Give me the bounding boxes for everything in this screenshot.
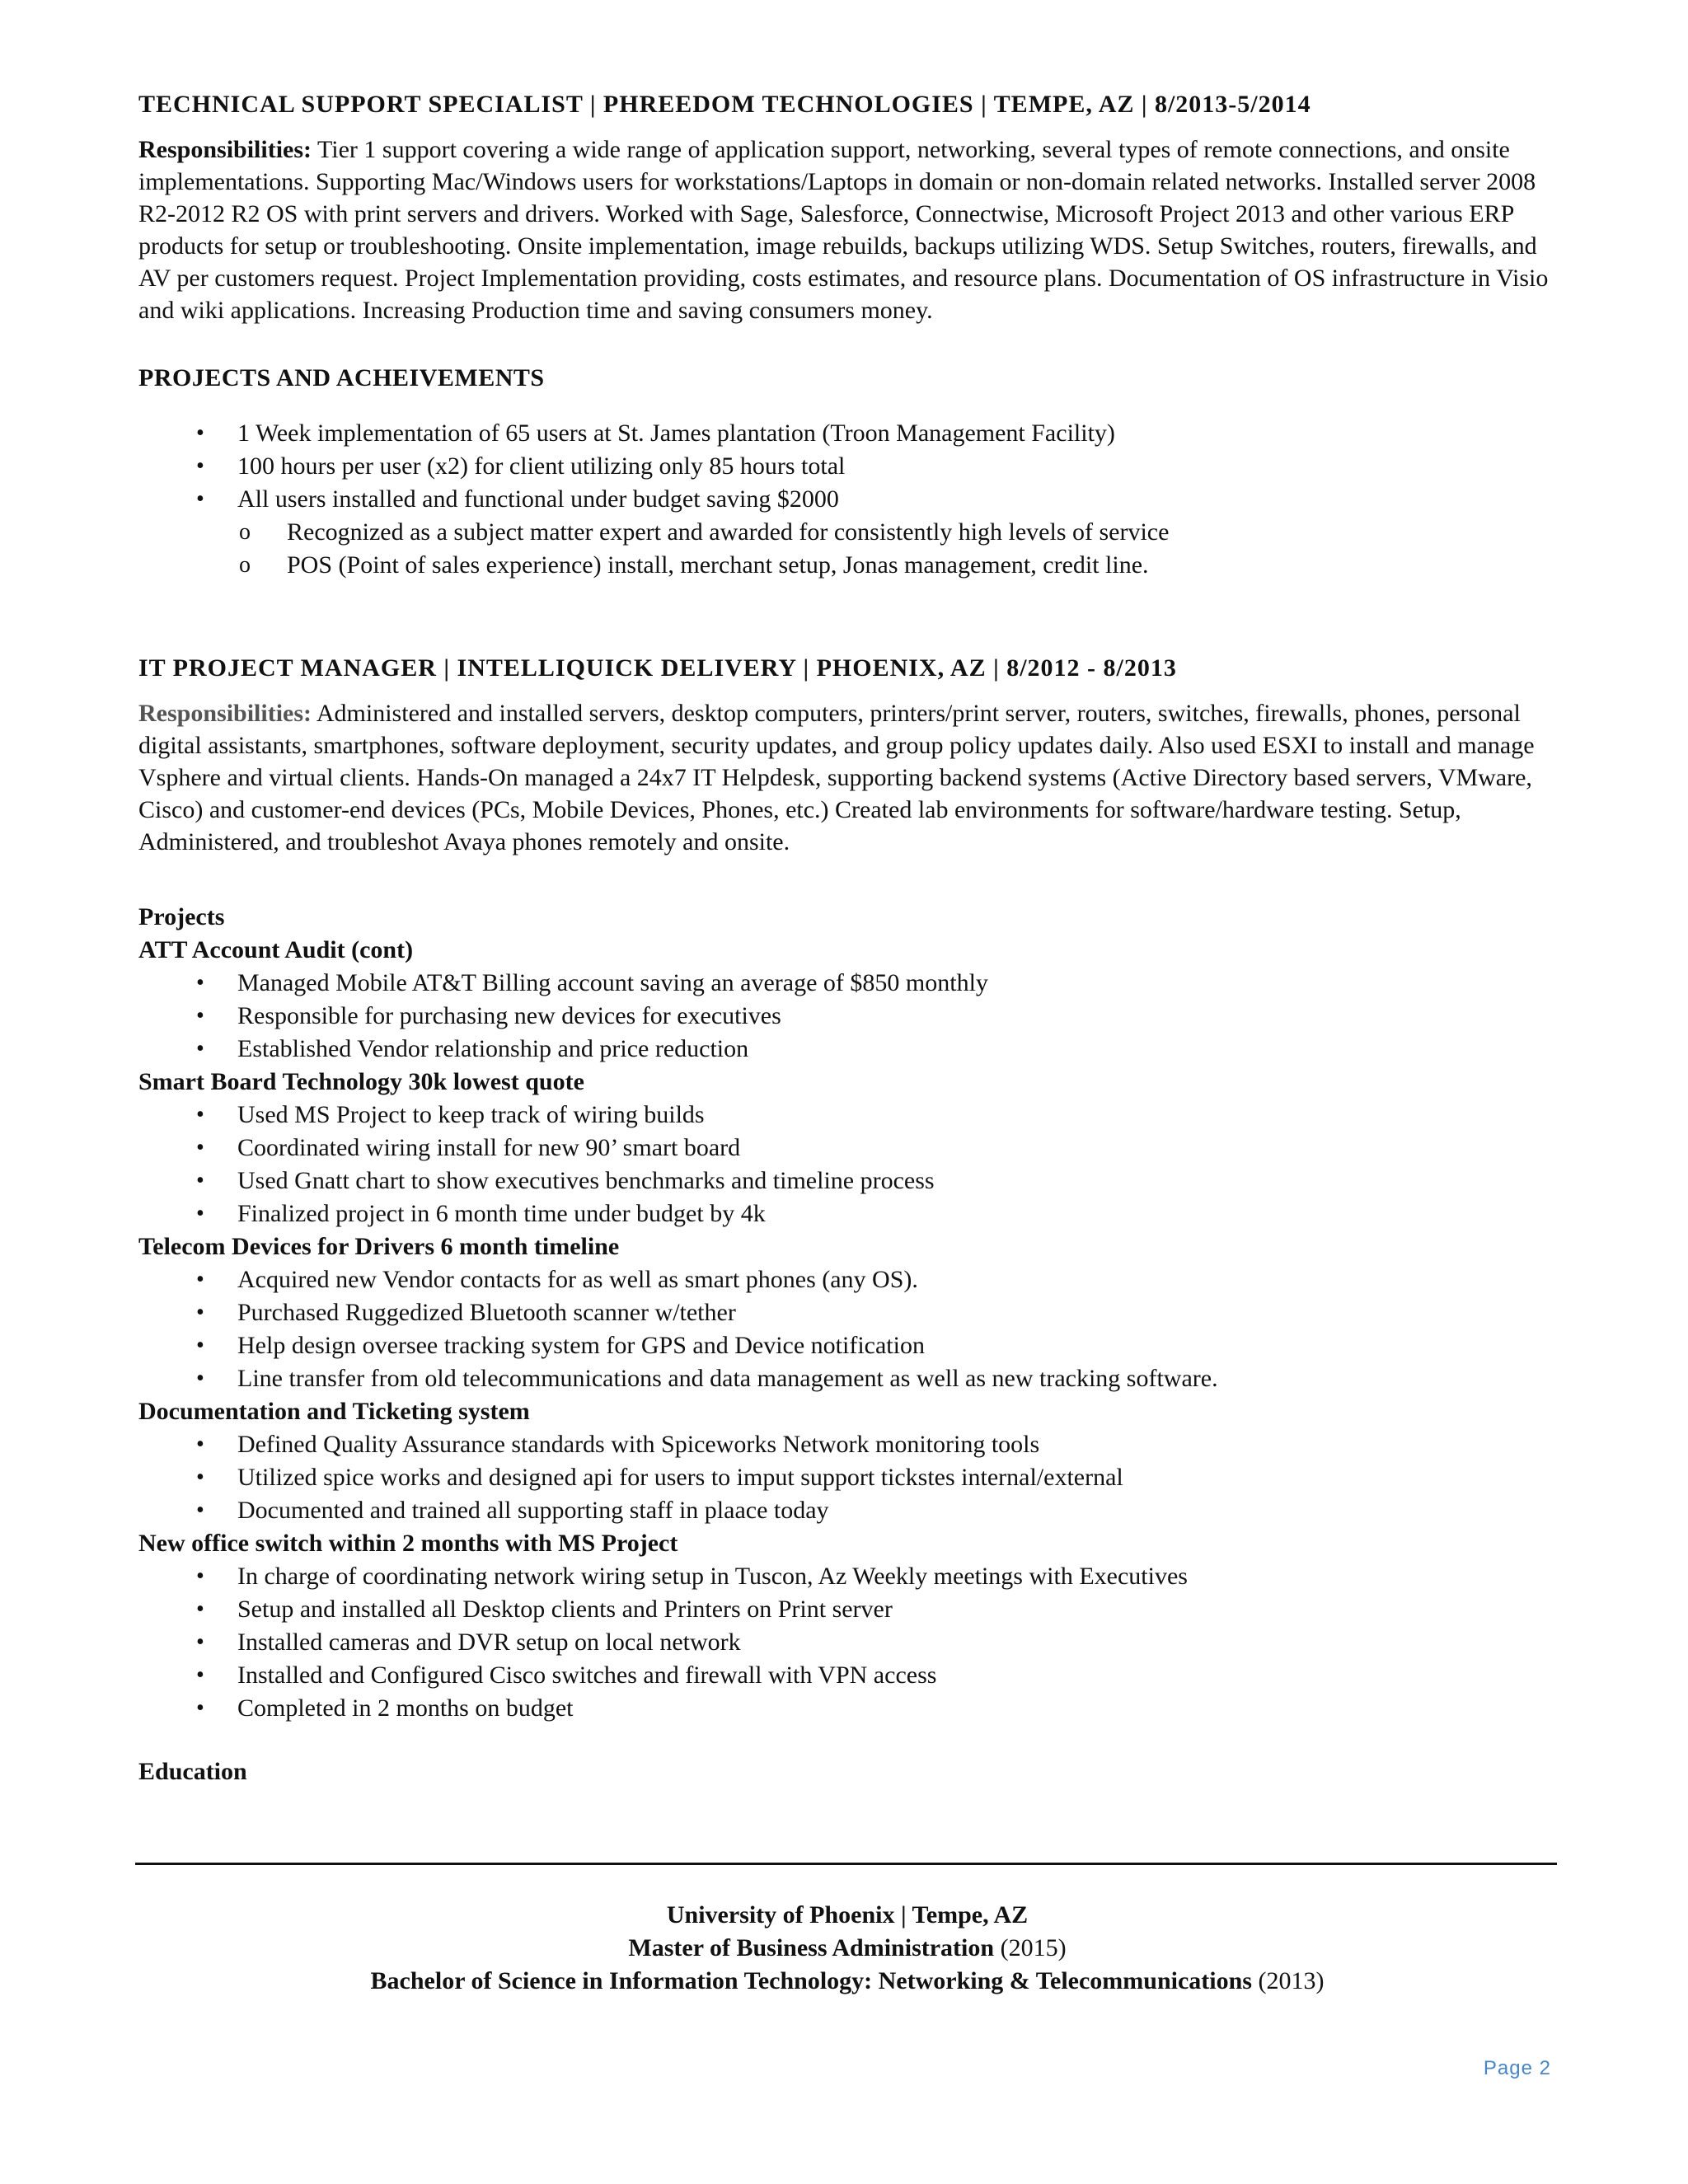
project-list — [138, 967, 1556, 1066]
list-item: • Setup and installed all Desktop clients and Printers on Print server — [138, 1593, 1556, 1626]
job2-responsibilities — [138, 697, 1556, 858]
list-item: • Installed and Configured Cisco switches and firewall with VPN access — [138, 1659, 1556, 1692]
school-name: University of Phoenix | Tempe, AZ — [666, 1901, 1029, 1929]
degree-title: Bachelor of Science in Information Technology: Networking & Telecommunications — [370, 1967, 1252, 1994]
achievements-list — [138, 417, 1556, 516]
list-item: • Installed cameras and DVR setup on local network — [138, 1626, 1556, 1659]
list-item: • In charge of coordinating network wiring setup in Tuscon, Az Weekly meetings with Executives — [138, 1560, 1556, 1593]
list-item: • Completed in 2 months on budget — [138, 1692, 1556, 1725]
page-number: Page 2 — [1483, 2057, 1551, 2079]
project-list — [138, 1099, 1556, 1230]
job1-responsibilities — [138, 134, 1556, 326]
achievements-heading: PROJECTS AND ACHEIVEMENTS — [138, 364, 545, 391]
education-heading: Education — [138, 1758, 247, 1785]
resume-page — [138, 91, 1556, 1791]
project-list — [138, 1263, 1556, 1395]
list-item: • Documented and trained all supporting staff in plaace today — [138, 1494, 1556, 1527]
job2-title: IT PROJECT MANAGER | INTELLIQUICK DELIVERY | PHOENIX, AZ | 8/2012 - 8/2013 — [138, 654, 1177, 682]
list-item: • Managed Mobile AT&T Billing account saving an average of $850 monthly — [138, 967, 1556, 1000]
degree-line — [138, 1965, 1556, 1998]
job2-resp-text: Administered and installed servers, desktop computers, printers/print server, routers, switches, firewalls, phones, personal digital assistants, smartphones, software deployment, security updates, and group policy updates daily. Also used ESXI to install and manage Vsphere and virtual clients. Hands-On managed a 24x7 IT Helpdesk, supporting backend systems (Active Directory based servers, VMware, Cisco) and customer-end devices (PCs, Mobile Devices, Phones, etc.) Created lab environments for software/hardware testing. Setup, Administered, and troubleshot Avaya phones remotely and onsite. — [138, 700, 1535, 855]
list-item: • Help design oversee tracking system for GPS and Device notification — [138, 1329, 1556, 1362]
education-block — [138, 1899, 1556, 1998]
sub-achievements-list — [138, 516, 1556, 582]
project-title: ATT Account Audit (cont) — [138, 936, 414, 963]
project-title: Telecom Devices for Drivers 6 month timeline — [138, 1233, 620, 1260]
degree-line — [138, 1932, 1556, 1965]
list-item: o Recognized as a subject matter expert and awarded for consistently high levels of service — [138, 516, 1556, 549]
project-title: Documentation and Ticketing system — [138, 1398, 530, 1425]
list-item: • Line transfer from old telecommunications and data management as well as new tracking software. — [138, 1362, 1556, 1395]
list-item: • 100 hours per user (x2) for client utilizing only 85 hours total — [138, 450, 1556, 483]
job1-resp-text: Tier 1 support covering a wide range of application support, networking, several types of remote connections, and onsite implementations. Supporting Mac/Windows users for workstations/Laptops in domain or non-domain related networks. Installed server 2008 R2-2012 R2 OS with print servers and drivers. Worked with Sage, Salesforce, Connectwise, Microsoft Project 2013 and other various ERP products for setup or troubleshooting. Onsite implementation, image rebuilds, backups utilizing WDS. Setup Switches, routers, firewalls, and AV per customers request. Project Implementation providing, costs estimates, and resource plans. Documentation of OS infrastructure in Visio and wiki applications. Increasing Production time and saving consumers money. — [138, 136, 1549, 324]
project-list — [138, 1560, 1556, 1725]
list-item: • Defined Quality Assurance standards with Spiceworks Network monitoring tools — [138, 1428, 1556, 1461]
project-title: Smart Board Technology 30k lowest quote — [138, 1068, 584, 1095]
list-item: • Purchased Ruggedized Bluetooth scanner w/tether — [138, 1296, 1556, 1329]
list-item: • Responsible for purchasing new devices for executives — [138, 1000, 1556, 1033]
list-item: o POS (Point of sales experience) install, merchant setup, Jonas management, credit line. — [138, 549, 1556, 582]
list-item: • Finalized project in 6 month time under budget by 4k — [138, 1197, 1556, 1230]
job2-resp-label: Responsibilities: — [138, 700, 312, 727]
list-item: • All users installed and functional under budget saving $2000 — [138, 483, 1556, 516]
project-title: New office switch within 2 months with MS Project — [138, 1530, 678, 1557]
list-item: • Coordinated wiring install for new 90’ smart board — [138, 1132, 1556, 1165]
list-item: • 1 Week implementation of 65 users at St. James plantation (Troon Management Facility) — [138, 417, 1556, 450]
list-item: • Used Gnatt chart to show executives benchmarks and timeline process — [138, 1165, 1556, 1197]
projects-heading: Projects — [138, 903, 225, 930]
degree-title: Master of Business Administration — [628, 1934, 995, 1961]
job1-resp-label: Responsibilities: — [138, 136, 312, 163]
list-item: • Utilized spice works and designed api for users to imput support tickstes internal/external — [138, 1461, 1556, 1494]
degree-year: (2015) — [1000, 1934, 1067, 1961]
list-item: • Established Vendor relationship and price reduction — [138, 1033, 1556, 1066]
job1-title: TECHNICAL SUPPORT SPECIALIST | PHREEDOM TECHNOLOGIES | TEMPE, AZ | 8/2013-5/2014 — [138, 91, 1311, 118]
list-item: • Used MS Project to keep track of wiring builds — [138, 1099, 1556, 1132]
degree-year: (2013) — [1258, 1967, 1325, 1994]
project-list — [138, 1428, 1556, 1527]
section-divider — [135, 1863, 1557, 1865]
list-item: • Acquired new Vendor contacts for as well as smart phones (any OS). — [138, 1263, 1556, 1296]
